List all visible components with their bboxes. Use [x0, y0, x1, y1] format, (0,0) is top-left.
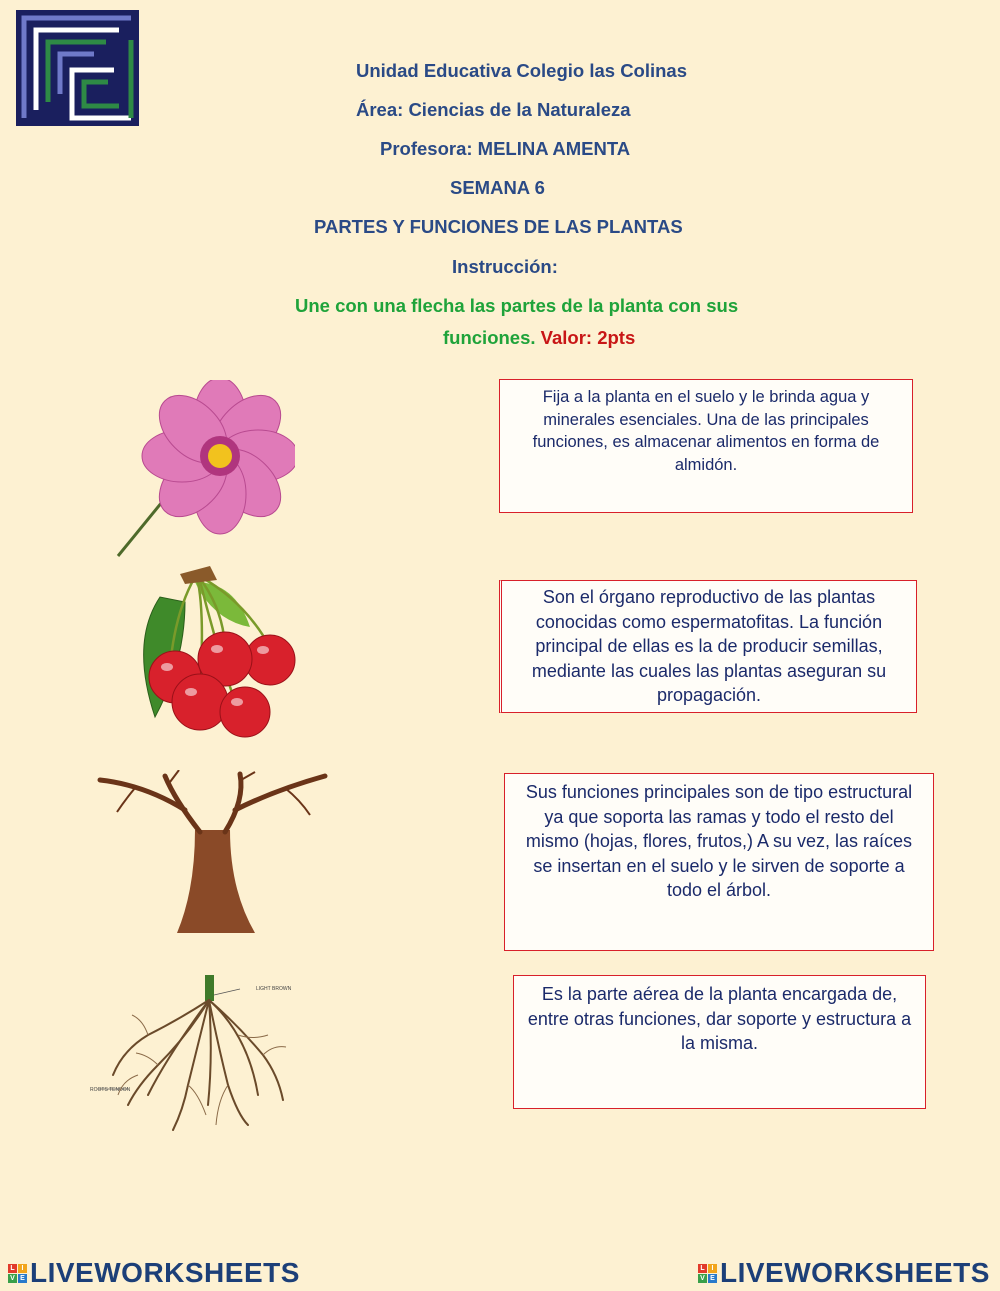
- instruction-end: funciones.: [443, 327, 536, 348]
- school-logo: [16, 10, 139, 126]
- function-box-3[interactable]: [504, 773, 934, 951]
- function-box-2[interactable]: [499, 580, 917, 713]
- roots-icon: [88, 975, 293, 1135]
- tree-trunk-icon: [95, 770, 330, 935]
- roots-label-side: ROOTS TENDON: [90, 1087, 131, 1093]
- function-box-1[interactable]: [499, 379, 913, 513]
- teacher-name: Profesora: MELINA AMENTA: [380, 138, 631, 159]
- school-name: Unidad Educativa Colegio las Colinas: [356, 60, 688, 81]
- cherries-icon: [125, 552, 300, 742]
- function-text-1: Fija a la planta en el suelo y le brinda agua y minerales esenciales. Una de las principales funciones, es almacenar alimentos en forma de almidón.: [532, 388, 880, 474]
- topic-title: PARTES Y FUNCIONES DE LAS PLANTAS: [314, 216, 683, 237]
- liveworksheets-brand: LIVEWORKSHEETS: [720, 1257, 990, 1288]
- instruction-text-line1: Une con una flecha las partes de la planta con sus: [295, 295, 739, 316]
- liveworksheets-logo-left: [8, 1257, 300, 1289]
- liveworksheets-mark-icon: L I V E: [8, 1264, 27, 1283]
- liveworksheets-brand: LIVEWORKSHEETS: [30, 1257, 300, 1288]
- value-label: Valor: 2pts: [540, 327, 636, 348]
- instruction-text-line2: [443, 327, 635, 349]
- instruction-label: Instrucción:: [452, 256, 558, 277]
- function-box-4[interactable]: [513, 975, 926, 1109]
- flower-icon: [110, 380, 295, 558]
- liveworksheets-logo-right: [698, 1257, 990, 1289]
- function-text-4: Es la parte aérea de la planta encargada de, entre otras funciones, dar soporte y estructura a la misma.: [527, 984, 912, 1053]
- area-title: Área: Ciencias de la Naturaleza: [356, 99, 631, 120]
- week-label: SEMANA 6: [450, 177, 545, 198]
- liveworksheets-mark-icon: L I V E: [698, 1264, 717, 1283]
- function-text-2: Son el órgano reproductivo de las plantas conocidas como espermatofitas. La función principal de ellas es la de producir semillas, mediante las cuales las plantas aseguran su propagación.: [531, 587, 887, 705]
- roots-label-top: LIGHT BROWN: [256, 986, 292, 992]
- function-text-3: Sus funciones principales son de tipo estructural ya que soporta las ramas y todo el resto del mismo (hojas, flores, frutos,) A su vez, las raíces se insertan en el suelo y le sirven de soporte a todo el árbol.: [525, 782, 913, 900]
